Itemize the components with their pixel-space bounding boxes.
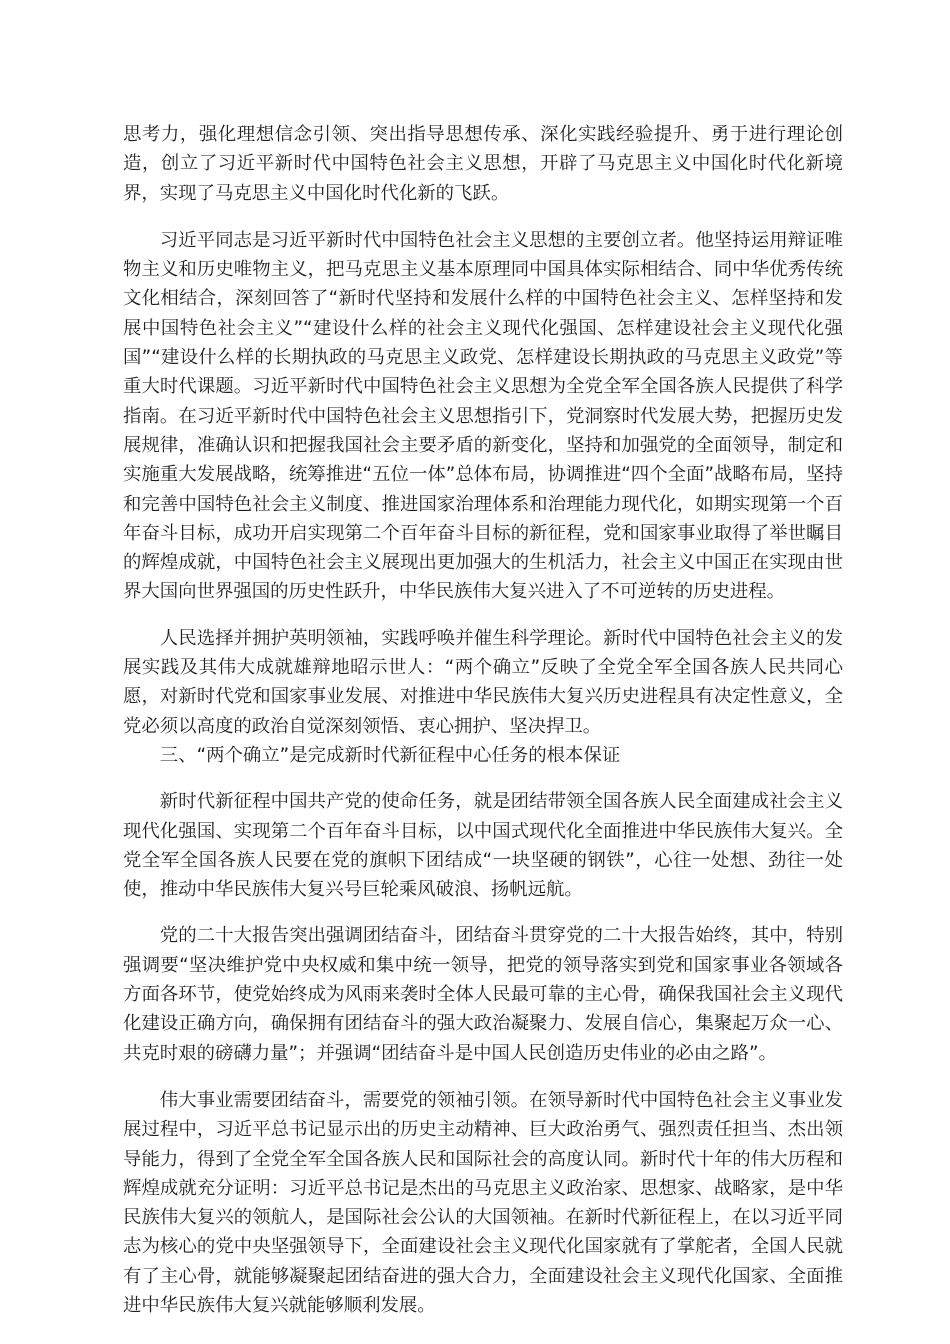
section-heading: 三、“两个确立”是完成新时代新征程中心任务的根本保证 [159, 744, 621, 766]
paragraph-founder: 习近平同志是习近平新时代中国特色社会主义思想的主要创立者。他坚持运用辩证唯物主义和历史唯物主义，把马克思主义基本原理同中国具体实际相结合、同中华优秀传统文化相结合，深刻回答了“新时代坚持和发展什么样的中国特色社会主义、怎样坚持和发展中国特色社会主义”“建设什么样的社会主义现代化强国、怎样建设社会主义现代化强国”“建设什么样的长期执政的马克思主义政党、怎样建设长期执政的马克思主义政党”等重大时代课题。习近平新时代中国特色社会主义思想为全党全军全国各族人民提供了科学指南。在习近平新时代中国特色社会主义思想指引下，党洞察时代发展大势，把握历史发展规律，准确认识和把握我国社会主要矛盾的新变化，坚持和加强党的全面领导，制定和实施重大发展战略，统筹推进“五位一体”总体布局，协调推进“四个全面”战略布局，坚持和完善中国特色社会主义制度、推进国家治理体系和治理能力现代化，如期实现第一个百年奋斗目标，成功开启实现第二个百年奋斗目标的新征程，党和国家事业取得了举世瞩目的辉煌成就，中国特色社会主义展现出更加强大的生机活力，社会主义中国正在实现由世界大国向世界强国的历史性跃升，中华民族伟大复兴进入了不可逆转的历史进程。 [123, 229, 843, 603]
document-page [123, 120, 843, 1320]
paragraph-people-choice: 人民选择并拥护英明领袖，实践呼唤并催生科学理论。新时代中国特色社会主义的发展实践及其伟大成就雄辩地昭示世人：“两个确立”反映了全党全军全国各族人民共同心愿，对新时代党和国家事业发展、对推进中华民族伟大复兴历史进程具有决定性意义，全党必须以高度的政治自觉深刻领悟、衷心拥护、坚决捍卫。 [123, 627, 843, 737]
paragraph-continued: 思考力，强化理想信念引领、突出指导思想传承、深化实践经验提升、勇于进行理论创造，创立了习近平新时代中国特色社会主义思想，开辟了马克思主义中国化时代化新境界，实现了马克思主义中国化时代化新的飞跃。 [123, 124, 843, 204]
paragraph-unity: 党的二十大报告突出强调团结奋斗，团结奋斗贯穿党的二十大报告始终，其中，特别强调要“坚决维护党中央权威和集中统一领导，把党的领导落实到党和国家事业各领域各方面各环节，使党始终成为风雨来袭时全体人民最可靠的主心骨，确保我国社会主义现代化建设正确方向，确保拥有团结奋斗的强大政治凝聚力、发展自信心，集聚起万众一心、共克时艰的磅礴力量”；并强调“团结奋斗是中国人民创造历史伟业的必由之路”。 [123, 925, 843, 1064]
paragraph-mission: 新时代新征程中国共产党的使命任务，就是团结带领全国各族人民全面建成社会主义现代化强国、实现第二个百年奋斗目标，以中国式现代化全面推进中华民族伟大复兴。全党全军全国各族人民要在党的旗帜下团结成“一块坚硬的钢铁”，心往一处想、劲往一处使，推动中华民族伟大复兴号巨轮乘风破浪、扬帆远航。 [123, 791, 843, 901]
paragraph-leadership: 伟大事业需要团结奋斗，需要党的领袖引领。在领导新时代中国特色社会主义事业发展过程中，习近平总书记显示出的历史主动精神、巨大政治勇气、强烈责任担当、杰出领导能力，得到了全党全军全国各族人民和国际社会的高度认同。新时代十年的伟大历程和辉煌成就充分证明：习近平总书记是杰出的马克思主义政治家、思想家、战略家，是中华民族伟大复兴的领航人，是国际社会公认的大国领袖。在新时代新征程上，在以习近平同志为核心的党中央坚强领导下，全面建设社会主义现代化国家就有了掌舵者，全国人民就有了主心骨，就能够凝聚起团结奋进的强大合力，全面建设社会主义现代化国家、全面推进中华民族伟大复兴就能够顺利发展。 [123, 1089, 843, 1316]
